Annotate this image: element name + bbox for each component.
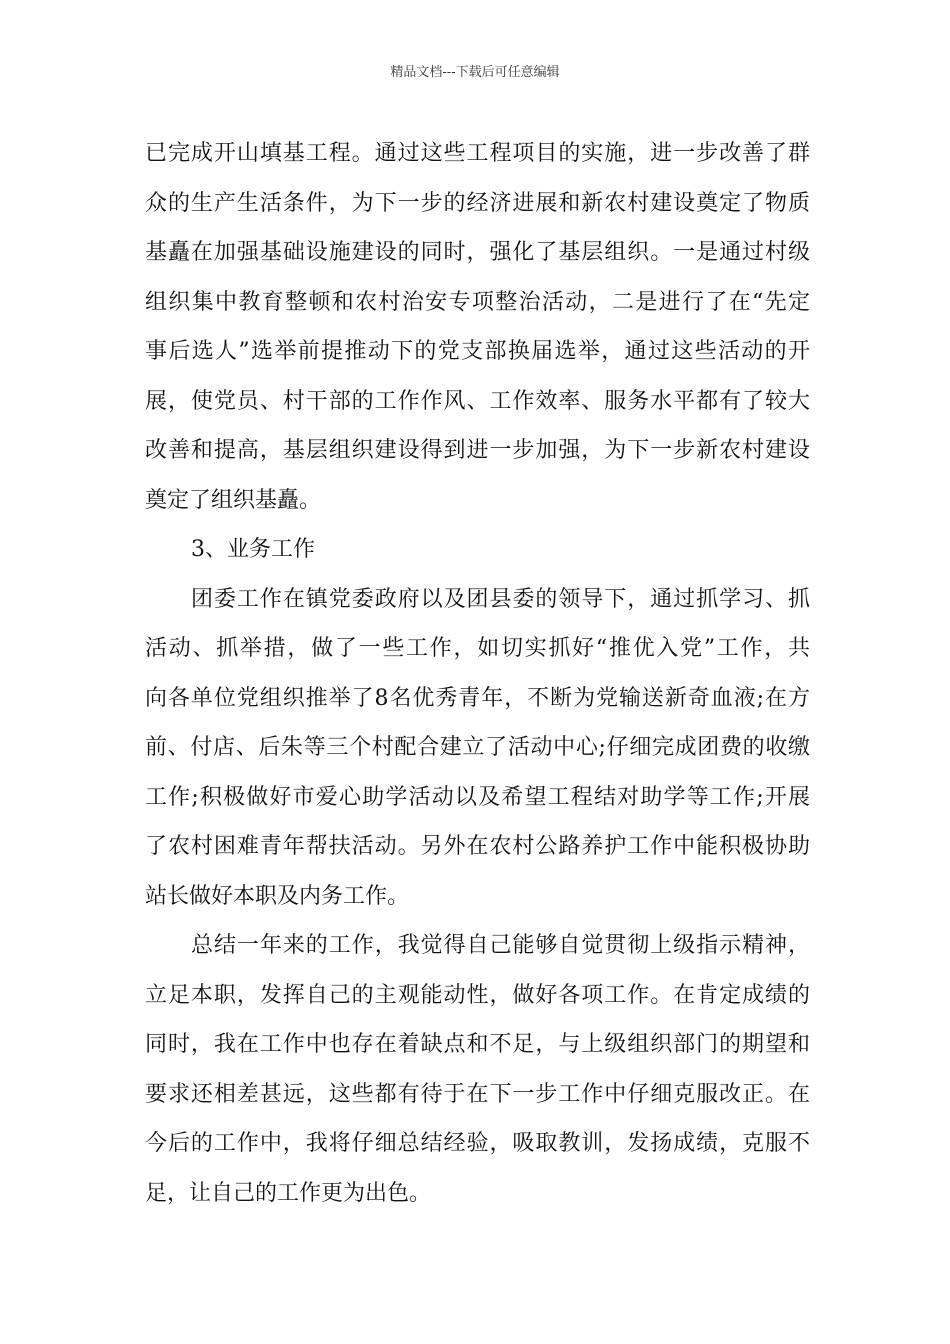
text-line: 前、付店、后朱等三个村配合建立了活动中心;仔细完成团费的收缴 [145, 735, 810, 760]
text-line: 同时，我在工作中也存在着缺点和不足，与上级组织部门的期望和 [145, 1032, 810, 1057]
text-line: 已完成开山填基工程。通过这些工程项目的实施，进一步改善了群 [145, 141, 810, 166]
text-line: 众的生产生活条件，为下一步的经济进展和新农村建设奠定了物质 [145, 190, 810, 216]
section-heading: 3、业务工作 [191, 537, 315, 562]
text-line: 立足本职，发挥自己的主观能动性，做好各项工作。在肯定成绩的 [145, 982, 810, 1008]
text-line: 总结一年来的工作，我觉得自己能够自觉贯彻上级指示精神， [191, 933, 810, 958]
text-line: 站长做好本职及内务工作。 [145, 883, 410, 909]
text-line: 了农村困难青年帮扶活动。另外在农村公路养护工作中能积极协助 [145, 834, 810, 859]
document-body [145, 129, 810, 1218]
text-line: 今后的工作中，我将仔细总结经验，吸取教训，发扬成绩，克服不 [145, 1131, 810, 1156]
text-line: 组织集中教育整顿和农村治安专项整治活动，二是进行了在“先定 [145, 289, 810, 315]
text-line: 事后选人”选举前提推动下的党支部换届选举，通过这些活动的开 [145, 339, 810, 364]
text-line: 活动、抓举措，做了一些工作，如切实抓好“推优入党”工作，共 [145, 636, 810, 661]
text-line: 奠定了组织基矗。 [145, 487, 322, 513]
text-line: 足，让自己的工作更为出色。 [145, 1180, 432, 1206]
text-line: 展，使党员、村干部的工作作风、工作效率、服务水平都有了较大 [145, 388, 810, 414]
text-line: 团委工作在镇党委政府以及团县委的领导下，通过抓学习、抓 [191, 586, 810, 612]
text-line: 要求还相差甚远，这些都有待于在下一步工作中仔细克服改正。在 [145, 1081, 810, 1107]
text-line: 工作;积极做好市爱心助学活动以及希望工程结对助学等工作;开展 [145, 784, 810, 810]
text-line: 基矗在加强基础设施建设的同时，强化了基层组织。一是通过村级 [145, 240, 810, 265]
page-header: 精品文档---下载后可任意编辑 [390, 65, 560, 80]
text-line: 改善和提高，基层组织建设得到进一步加强，为下一步新农村建设 [145, 438, 810, 463]
text-line: 向各单位党组织推举了8名优秀青年，不断为党输送新奇血液;在方 [145, 685, 810, 711]
